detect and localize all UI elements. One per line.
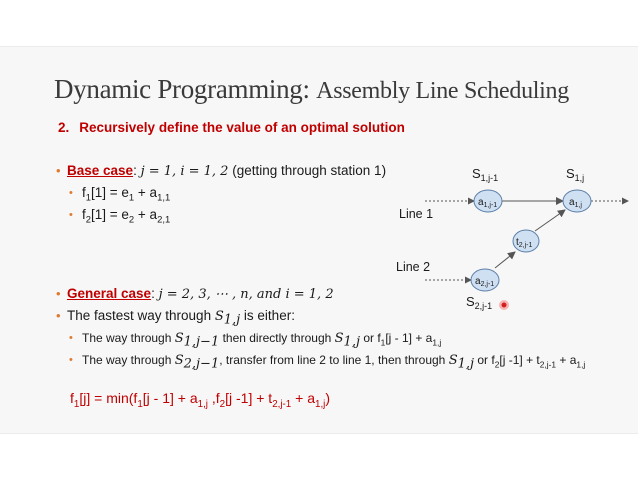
bullet-dot: • bbox=[69, 332, 73, 344]
formula-c-sub: 1,j bbox=[197, 398, 208, 410]
f1-plus: + a bbox=[134, 185, 158, 200]
node-a1-j-label: $a_{1,j}$ bbox=[569, 197, 582, 209]
base-case-colon: : bbox=[133, 163, 137, 178]
bullet-dot: • bbox=[56, 286, 61, 301]
formula-g: ) bbox=[325, 390, 331, 406]
bullet-dot: • bbox=[69, 209, 73, 221]
base-case-label: Base case bbox=[67, 163, 134, 178]
way2-S2: S bbox=[448, 353, 458, 368]
f2-e-sub: 2 bbox=[128, 214, 135, 226]
bullet-dot: • bbox=[56, 163, 61, 178]
general-case-math: j = 2, 3, ⋯ , n, and i = 1, 2 bbox=[158, 287, 334, 302]
fastest-S-sub: 1,j bbox=[223, 312, 241, 328]
pointer-dot-core bbox=[502, 303, 507, 308]
formula-a: f bbox=[70, 390, 74, 406]
base-case-desc: (getting through station 1) bbox=[232, 163, 387, 178]
node-a2-jm1-label: $a_{2,j-1}$ bbox=[475, 276, 495, 288]
line1-label: Line 1 bbox=[399, 207, 434, 221]
node-a1-jm1-label: $a_{1,j-1}$ bbox=[478, 197, 498, 209]
bullet-dot: • bbox=[69, 187, 73, 199]
f1-a-sub: 1,1 bbox=[157, 192, 171, 204]
formula-b-sub: 1 bbox=[137, 398, 143, 410]
way2-t5: + a bbox=[556, 353, 577, 367]
f2-f: f bbox=[82, 207, 86, 222]
f1-f: f bbox=[82, 185, 86, 200]
transfer-arrow-1 bbox=[495, 252, 515, 268]
way1-t3: or f bbox=[359, 331, 381, 345]
formula-f: + a bbox=[291, 390, 315, 406]
way2-S2-sub: 1,j bbox=[457, 356, 475, 372]
way2-t5-sub: 1,j bbox=[576, 359, 586, 370]
node-t2-jm1-label: $t_{2,j-1}$ bbox=[516, 237, 533, 249]
subtitle-text: Recursively define the value of an optimal solution bbox=[79, 120, 405, 135]
way1-S2: S bbox=[334, 331, 344, 346]
fastest-text: The fastest way through bbox=[67, 308, 215, 323]
way2-t3: or f bbox=[474, 353, 495, 367]
bullet-dot: • bbox=[69, 354, 73, 366]
f1-e-sub: 1 bbox=[128, 192, 135, 204]
station-S1-j: $S_{1,j}$ bbox=[566, 166, 585, 183]
transfer-arrow-2 bbox=[535, 210, 565, 231]
way2-t4-sub: 2,j-1 bbox=[539, 359, 557, 370]
way2-S1: S bbox=[174, 353, 184, 368]
f2-sub: 2 bbox=[85, 214, 92, 226]
formula-e: [j -1] + t bbox=[225, 390, 273, 406]
formula-e-sub: 2,j-1 bbox=[272, 398, 292, 410]
f2-plus: + a bbox=[134, 207, 158, 222]
fastest-S: S bbox=[214, 309, 224, 324]
f1-mid: [1] = e bbox=[91, 185, 129, 200]
formula-a-sub: 1 bbox=[73, 398, 80, 410]
way2-t1: The way through bbox=[82, 353, 175, 367]
way2-t2: , transfer from line 2 to line 1, then through bbox=[219, 353, 449, 367]
way1-t4-sub: 1,j bbox=[432, 337, 442, 348]
way2-t4: [j -1] + t bbox=[499, 353, 540, 367]
fastest-tail: is either: bbox=[240, 308, 295, 323]
formula-f-sub: 1,j bbox=[315, 398, 326, 410]
line2-label: Line 2 bbox=[396, 260, 431, 274]
way2-S1-sub: 2,j−1 bbox=[183, 356, 220, 372]
way1-t3-sub: 1 bbox=[380, 337, 386, 348]
station-S1-jm1: $S_{1,j-1}$ bbox=[472, 166, 499, 183]
bullet-dot: • bbox=[56, 308, 61, 323]
way1-t2: then directly through bbox=[219, 331, 335, 345]
base-case-math: j = 1, i = 1, 2 bbox=[140, 164, 229, 179]
title-part-1: Dynamic Programming: bbox=[54, 74, 317, 104]
formula-d-sub: 2 bbox=[219, 398, 226, 410]
way1-t1: The way through bbox=[82, 331, 175, 345]
subtitle-number: 2. bbox=[58, 120, 70, 135]
f2-a-sub: 2,1 bbox=[157, 214, 171, 226]
general-case-label: General case bbox=[67, 286, 152, 301]
way2-t3-sub: 2 bbox=[494, 359, 500, 370]
way1-S2-sub: 1,j bbox=[343, 334, 360, 350]
way1-t4: [j - 1] + a bbox=[385, 331, 433, 345]
title-part-2: Assembly Line Scheduling bbox=[316, 78, 569, 104]
f1-sub: 1 bbox=[85, 192, 92, 204]
formula-b: [j] = min(f bbox=[79, 390, 138, 406]
station-S2-jm1: $S_{2,j-1}$ bbox=[466, 294, 493, 311]
formula-c: [j - 1] + a bbox=[142, 390, 198, 406]
general-case-colon: : bbox=[151, 286, 155, 301]
way1-S1: S bbox=[174, 331, 184, 346]
way1-S1-sub: 1,j−1 bbox=[183, 334, 220, 350]
f2-mid: [1] = e bbox=[91, 207, 129, 222]
formula-d: ,f bbox=[207, 390, 220, 406]
